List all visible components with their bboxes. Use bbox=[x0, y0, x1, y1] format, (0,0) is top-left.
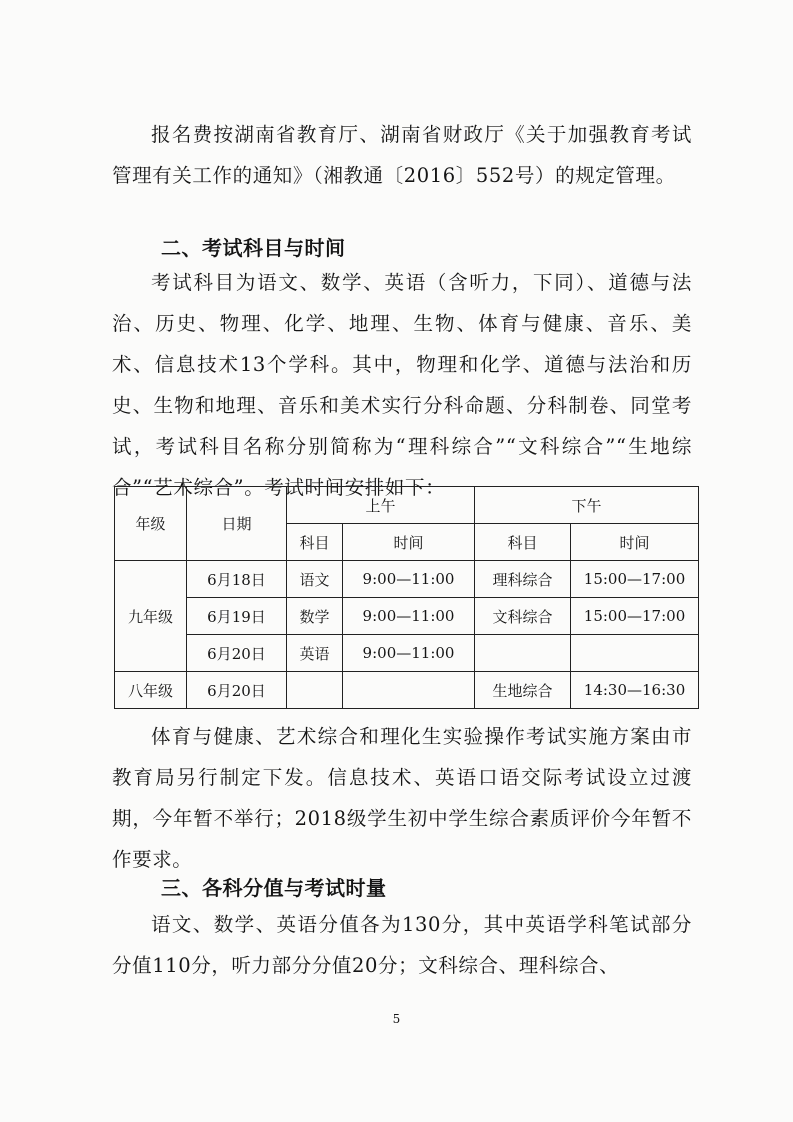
am-subject-cell: 语文 bbox=[287, 561, 343, 598]
header-afternoon: 下午 bbox=[475, 487, 699, 524]
date-cell: 6月18日 bbox=[187, 561, 287, 598]
pm-subject-cell: 生地综合 bbox=[475, 672, 571, 709]
header-grade: 年级 bbox=[115, 487, 187, 561]
header-pm-subject: 科目 bbox=[475, 524, 571, 561]
table-row bbox=[115, 672, 699, 709]
exam-schedule-table bbox=[114, 486, 699, 709]
am-subject-cell: 数学 bbox=[287, 598, 343, 635]
am-time-cell bbox=[343, 672, 475, 709]
am-time-cell: 9:00—11:00 bbox=[343, 635, 475, 672]
header-morning: 上午 bbox=[287, 487, 475, 524]
pm-subject-cell: 文科综合 bbox=[475, 598, 571, 635]
pm-subject-cell: 理科综合 bbox=[475, 561, 571, 598]
paragraph-subjects: 考试科目为语文、数学、英语（含听力，下同）、道德与法治、历史、物理、化学、地理、生物、体育与健康、音乐、美术、信息技术13个学科。其中，物理和化学、道德与法治和历史、生物和地理、音乐和美术实行分科命题、分科制卷、同堂考试，考试科目名称分别简称为“理科综合”“文科综合”“生地综合”“艺术综合”。考试时间安排如下： bbox=[112, 271, 692, 499]
date-cell: 6月20日 bbox=[187, 672, 287, 709]
am-time-cell: 9:00—11:00 bbox=[343, 561, 475, 598]
pm-time-cell: 15:00—17:00 bbox=[571, 598, 699, 635]
pm-time-cell: 14:30—16:30 bbox=[571, 672, 699, 709]
paragraph-scores: 语文、数学、英语分值各为130分，其中英语学科笔试部分分值110分，听力部分分值20分；文科综合、理科综合、 bbox=[112, 913, 692, 977]
header-am-subject: 科目 bbox=[287, 524, 343, 561]
header-date: 日期 bbox=[187, 487, 287, 561]
table-row bbox=[115, 635, 699, 672]
date-cell: 6月20日 bbox=[187, 635, 287, 672]
header-pm-time: 时间 bbox=[571, 524, 699, 561]
paragraph-pe: 体育与健康、艺术综合和理化生实验操作考试实施方案由市教育局另行制定下发。信息技术、英语口语交际考试设立过渡期，今年暂不举行；2018级学生初中学生综合素质评价今年暂不作要求。 bbox=[112, 725, 692, 871]
pm-subject-cell bbox=[475, 635, 571, 672]
paragraph-fee: 报名费按湖南省教育厅、湖南省财政厅《关于加强教育考试管理有关工作的通知》（湘教通〔2016〕552号）的规定管理。 bbox=[112, 123, 692, 187]
table-row bbox=[115, 598, 699, 635]
table-header-row bbox=[115, 487, 699, 524]
am-subject-cell: 英语 bbox=[287, 635, 343, 672]
page-number: 5 bbox=[392, 1012, 401, 1026]
grade-9-cell: 九年级 bbox=[115, 561, 187, 672]
am-subject-cell bbox=[287, 672, 343, 709]
heading-section-3: 三、各科分值与考试时量 bbox=[161, 876, 387, 900]
pm-time-cell bbox=[571, 635, 699, 672]
heading-section-2: 二、考试科目与时间 bbox=[161, 236, 346, 260]
table-row bbox=[115, 561, 699, 598]
pm-time-cell: 15:00—17:00 bbox=[571, 561, 699, 598]
date-cell: 6月19日 bbox=[187, 598, 287, 635]
header-am-time: 时间 bbox=[343, 524, 475, 561]
grade-8-cell: 八年级 bbox=[115, 672, 187, 709]
am-time-cell: 9:00—11:00 bbox=[343, 598, 475, 635]
